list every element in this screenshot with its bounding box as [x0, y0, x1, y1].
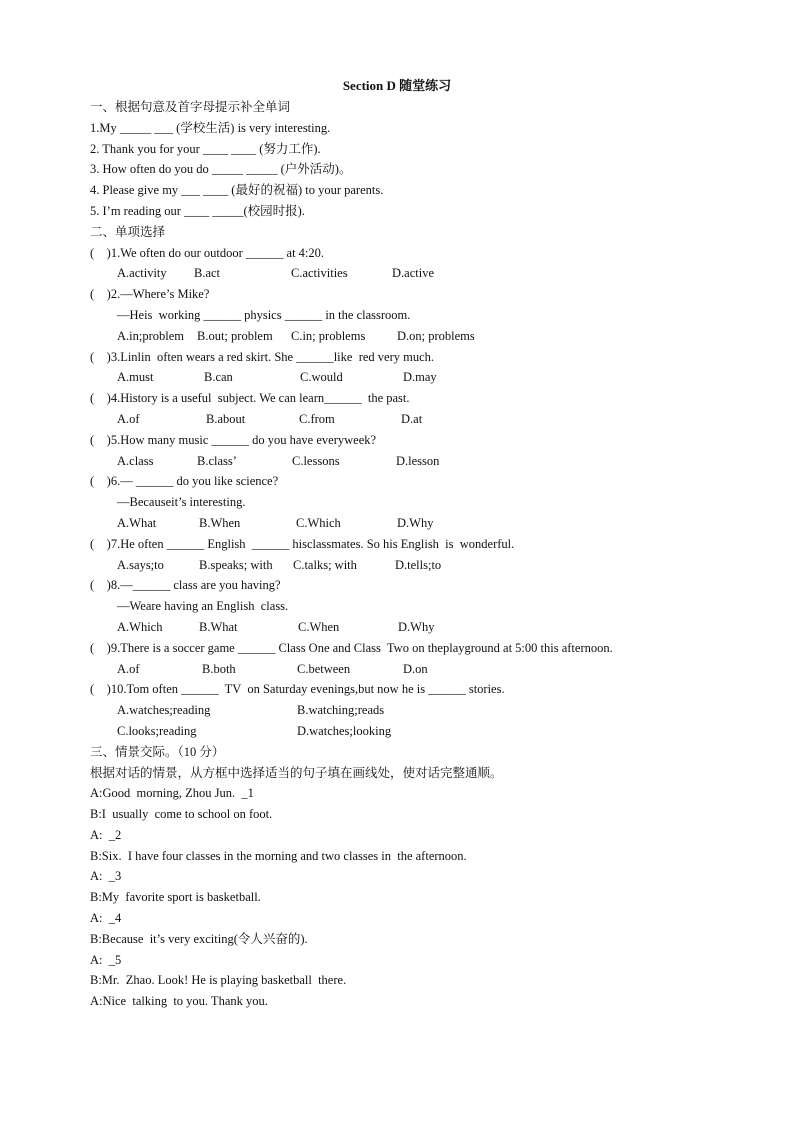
q8-options	[90, 617, 740, 638]
q2-option-c: C.in; problems	[291, 328, 366, 343]
q10-options-row2	[90, 721, 740, 742]
dialogue-line-10: B:Mr. Zhao. Look! He is playing basketball there.	[90, 973, 347, 988]
q2-option-a: A.in;problem	[117, 328, 185, 343]
q4-option-b: B.about	[206, 411, 246, 426]
q4-options	[90, 409, 740, 430]
s1-item-1: 1.My _____ ___ (学校生活) is very interesting.	[90, 120, 331, 135]
q4-stem: ( )4.History is a useful subject. We can learn______ the past.	[90, 391, 410, 406]
s1-item-2: 2. Thank you for your ____ ____ (努力工作).	[90, 141, 321, 156]
q6-stem: ( )6.— ______ do you like science?	[90, 474, 279, 489]
q7-stem: ( )7.He often ______ English ______ hisclassmates. So his English is wonderful.	[90, 536, 515, 551]
q1-option-a: A.activity	[117, 266, 167, 281]
s1-item-5: 5. I’m reading our ____ _____(校园时报).	[90, 203, 305, 218]
dialogue-line-5: A: _3	[90, 869, 122, 884]
page-title: Section D 随堂练习	[342, 78, 452, 93]
dialogue-line-11: A:Nice talking to you. Thank you.	[90, 994, 268, 1009]
q5-stem: ( )5.How many music ______ do you have everyweek?	[90, 432, 377, 447]
q1-options	[90, 263, 740, 284]
q1-stem: ( )1.We often do our outdoor ______ at 4:20.	[90, 245, 325, 260]
q7-option-d: D.tells;to	[395, 557, 442, 572]
s1-item-4: 4. Please give my ___ ____ (最好的祝福) to your parents.	[90, 183, 384, 198]
q5-option-c: C.lessons	[292, 453, 340, 468]
q6-option-d: D.Why	[397, 515, 434, 530]
q6-options	[90, 513, 740, 534]
dialogue-line-3: A: _2	[90, 827, 122, 842]
q4-option-d: D.at	[401, 411, 423, 426]
q2-line2: —Heis working ______ physics ______ in the classroom.	[117, 307, 411, 322]
s1-item-3: 3. How often do you do _____ _____ (户外活动)。	[90, 162, 352, 177]
q10-option-d: D.watches;looking	[297, 723, 392, 738]
section3-heading: 三、情景交际。（10 分）	[90, 744, 225, 759]
q10-option-b: B.watching;reads	[297, 703, 385, 718]
q2-option-d: D.on; problems	[397, 328, 475, 343]
section3-instruction: 根据对话的情景，从方框中选择适当的句子填在画线处，使对话完整通顺。	[90, 765, 503, 780]
q1-option-c: C.activities	[291, 266, 348, 281]
q8-line2: —Weare having an English class.	[117, 599, 289, 614]
q9-option-b: B.both	[202, 661, 236, 676]
q2-stem: ( )2.—Where’s Mike?	[90, 287, 210, 302]
q6-option-a: A.What	[117, 515, 157, 530]
q9-option-d: D.on	[403, 661, 428, 676]
q4-option-c: C.from	[299, 411, 335, 426]
q2-option-b: B.out; problem	[197, 328, 273, 343]
section2-heading: 二、单项选择	[90, 224, 166, 239]
q9-option-a: A.of	[117, 661, 140, 676]
q9-options	[90, 659, 740, 680]
worksheet-content	[90, 97, 740, 1012]
q6-line2: —Becauseit’s interesting.	[117, 495, 246, 510]
section1-heading: 一、根据句意及首字母提示补全单词	[90, 100, 291, 114]
q10-option-a: A.watches;reading	[117, 703, 211, 718]
q7-options	[90, 555, 740, 576]
dialogue-line-7: A: _4	[90, 911, 122, 926]
q6-option-c: C.Which	[296, 515, 341, 530]
q9-stem: ( )9.There is a soccer game ______ Class One and Class Two on theplayground at 5:00 this afternoon.	[90, 640, 613, 655]
q10-options-row1	[90, 700, 740, 721]
q9-option-c: C.between	[297, 661, 351, 676]
q2-options	[90, 326, 740, 347]
q3-option-d: D.may	[403, 370, 437, 385]
q3-options	[90, 367, 740, 388]
q8-option-a: A.Which	[117, 619, 163, 634]
dialogue-line-4: B:Six. I have four classes in the morning and two classes in the afternoon.	[90, 848, 467, 863]
dialogue-line-2: B:I usually come to school on foot.	[90, 807, 273, 822]
q7-option-a: A.says;to	[117, 557, 164, 572]
q6-option-b: B.When	[199, 515, 241, 530]
q1-option-b: B.act	[194, 266, 221, 281]
q3-option-a: A.must	[117, 370, 154, 385]
q3-stem: ( )3.Linlin often wears a red skirt. She ______like red very much.	[90, 349, 435, 364]
q7-option-c: C.talks; with	[293, 557, 357, 572]
dialogue-line-8: B:Because it’s very exciting(令人兴奋的).	[90, 931, 308, 946]
q10-stem: ( )10.Tom often ______ TV on Saturday evenings,but now he is ______ stories.	[90, 682, 505, 697]
q3-option-b: B.can	[204, 370, 233, 385]
q5-option-d: D.lesson	[396, 453, 440, 468]
q5-option-b: B.class’	[197, 453, 237, 468]
q5-option-a: A.class	[117, 453, 154, 468]
q8-option-b: B.What	[199, 619, 238, 634]
q8-option-c: C.When	[298, 619, 340, 634]
q8-stem: ( )8.—______ class are you having?	[90, 578, 281, 593]
q4-option-a: A.of	[117, 411, 140, 426]
dialogue-line-6: B:My favorite sport is basketball.	[90, 890, 261, 905]
dialogue-line-9: A: _5	[90, 952, 122, 967]
dialogue-line-1: A:Good morning, Zhou Jun. _1	[90, 786, 254, 801]
q1-option-d: D.active	[392, 266, 434, 281]
q5-options	[90, 451, 740, 472]
q10-option-c: C.looks;reading	[117, 723, 197, 738]
q7-option-b: B.speaks; with	[199, 557, 273, 572]
q3-option-c: C.would	[300, 370, 343, 385]
q8-option-d: D.Why	[398, 619, 435, 634]
